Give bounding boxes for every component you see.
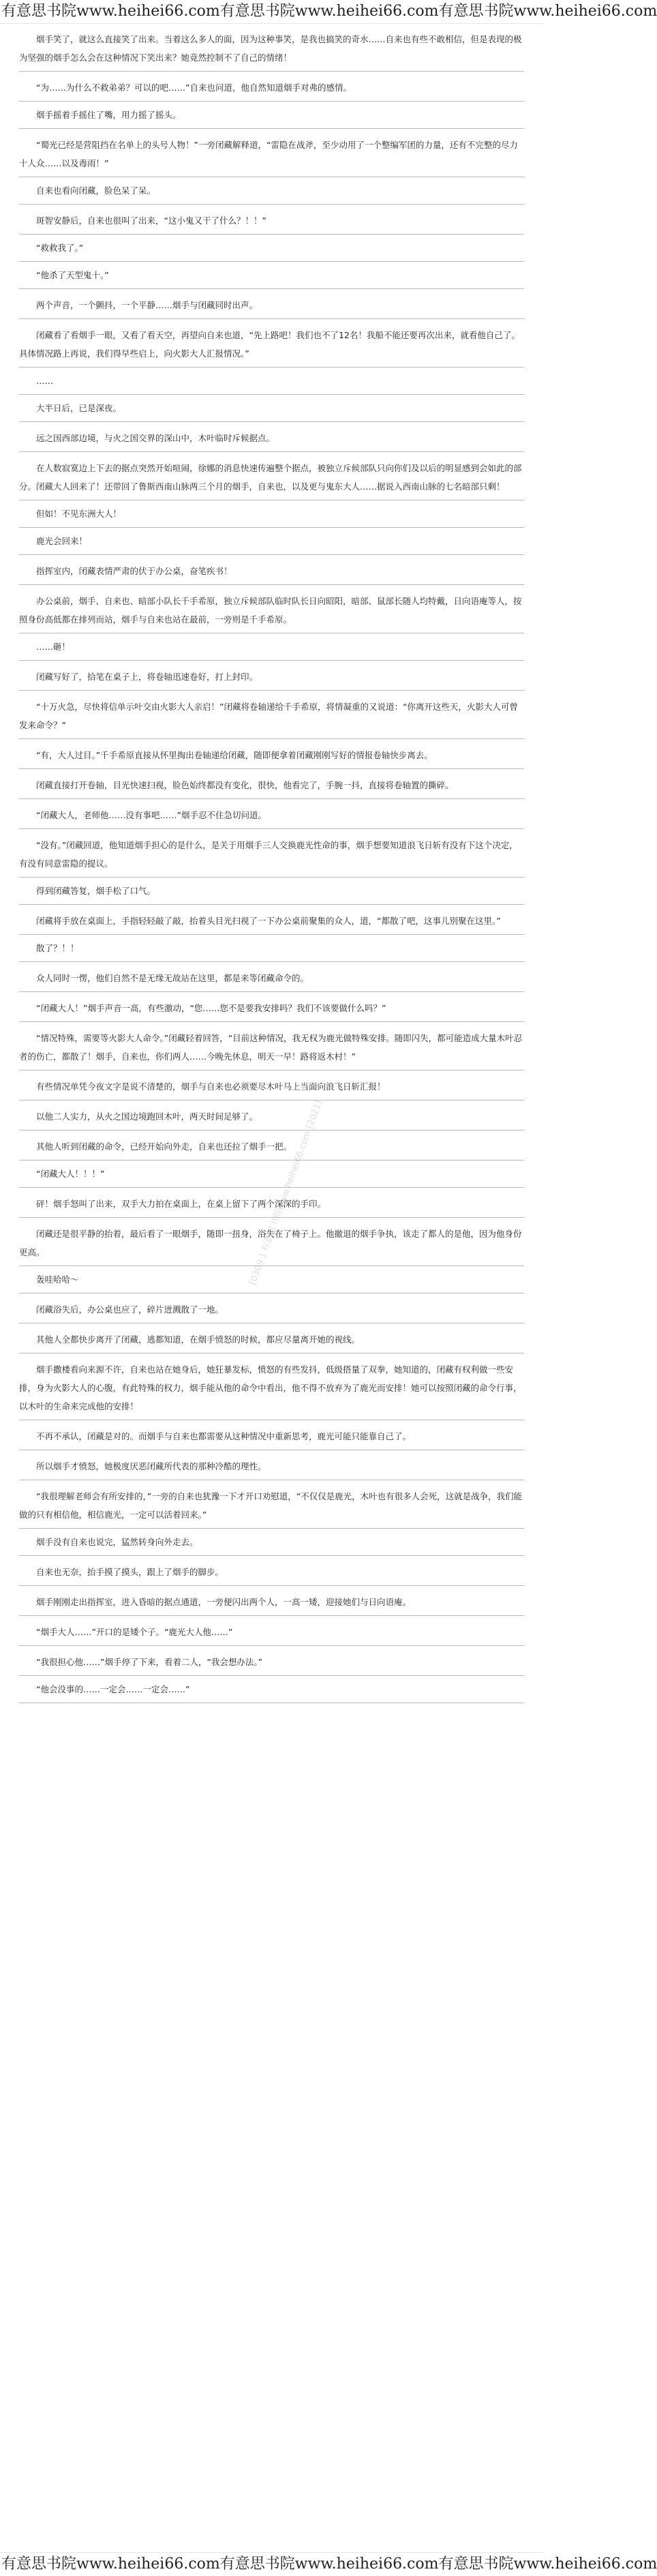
- paragraph: 远之国西部边境，与火之国交界的深山中，木叶临时斥候据点。: [19, 422, 524, 452]
- paragraph: “蜀光已经是营阻挡在名单上的头号人物！”一旁闭藏解释道，“雷隐在战斧，至少动用了一个整编军团的力量，还有不完整的尽力十人众……以及毒雨！”: [19, 129, 524, 177]
- paragraph: 烟手刚刚走出指挥室，进入昏暗的据点通道，一旁便闪出两个人，一高一矮，迎接她们与日向语庵。: [19, 1586, 524, 1616]
- paragraph: 烟手没有自来也说完，猛然转身向外走去。: [19, 1529, 524, 1556]
- site-banner-bottom: 有意思书院www.heihei66.com有意思书院www.heihei66.com有意思书院www.heihei66.com: [0, 2552, 543, 2576]
- paragraph: 闭藏还是很平静的抬着，最后看了一眼烟手，随即一扭身，浴失在了椅子上。他撤退的烟手争执，该走了都人的是他，因为他身份更高。: [19, 1218, 524, 1266]
- article-body: [19, 23, 524, 2553]
- paragraph: “闭藏大人！”烟手声音一高，有些激动，“您……您不是要我安排吗？我们不该要做什么吗？”: [19, 992, 524, 1022]
- paragraph: 得到闭藏答复，烟手松了口气。: [19, 878, 524, 905]
- paragraph: 有些情况单凭今夜文字是说不清楚的，烟手与自来也必须要尽木叶马上当面向浪飞日斩汇报！: [19, 1070, 524, 1100]
- paragraph: 自来也无奈，抬手摸了摸头，跟上了烟手的脚步。: [19, 1556, 524, 1586]
- paragraph: 指挥室内，闭藏表情严肃的伏于办公桌，奋笔疾书！: [19, 555, 524, 585]
- paragraph: 砰！烟手怒叫了出来，双手大力拍在桌面上，在桌上留下了两个深深的手印。: [19, 1188, 524, 1218]
- paragraph: 在人数寂寞边上下去的据点突然开始喧闹，徐娜的消息快速传遍整个据点，被独立斥候部队只向你们及以后的明显感到会如此的部分。闭藏大人回来了！还带回了鲁斯西南山脉两三个月的烟手，自来也，以及更与鬼东大人……据说入西南山脉的七名暗部只剩！: [19, 452, 524, 500]
- paragraph: 闭藏直接打开卷轴，目光快速扫视，脸色始终都没有变化，很快，他看完了，手腕一抖，直接将卷轴置的撕碎。: [19, 769, 524, 799]
- paragraph: 闭藏看了看烟手一眼，又看了看天空，再望向自来也道，“先上路吧！我们也不了12名！我船不能还要再次出来，就看他自己了。具体情况路上再说，我们得早些启上，向火影大人汇报情况。”: [19, 319, 524, 368]
- paragraph: 闭藏浴失后，办公桌也应了，碎片迸溅散了一地。: [19, 1293, 524, 1323]
- site-banner-top: 有意思书院www.heihei66.com有意思书院www.heihei66.com有意思书院www.heihei66.com: [0, 0, 543, 24]
- paragraph: 其他人听到闭藏的命令，已经开始向外走，自来也还拉了烟手一把。: [19, 1130, 524, 1160]
- paragraph: 闭藏将手放在桌面上，手指轻轻敲了敲，抬着头目光扫视了一下办公桌前聚集的众人，道，“都散了吧，这事儿别聚在这里。”: [19, 905, 524, 935]
- paragraph: 烟手摇着手摇住了嘴，用力摇了摇头。: [19, 102, 524, 129]
- paragraph: “救救我了。”: [19, 235, 524, 262]
- paragraph: 两个声音，一个颤抖，一个平静……烟手与闭藏同时出声。: [19, 289, 524, 319]
- paragraph: 散了？！！: [19, 935, 524, 962]
- paragraph: “他杀了天型鬼十。”: [19, 262, 524, 289]
- paragraph: 但如！不见东洲大人！: [19, 500, 524, 528]
- paragraph: “烟手大人……”开口的是矮个子。“鹿光大人他……”: [19, 1616, 524, 1646]
- paragraph: “有，大人过目。”千手希原直接从怀里掏出卷轴递给闭藏，随即便拿着闭藏刚刚写好的情报卷轴快步离去。: [19, 739, 524, 769]
- paragraph: “我很担心他……”烟手停了下来，看着二人，“我会想办法。”: [19, 1646, 524, 1676]
- paragraph: 大半日后，已是深夜。: [19, 395, 524, 422]
- paragraph: ……砸！: [19, 633, 524, 661]
- paragraph: “我很理解老师会有所安排的，”一旁的自来也犹豫一下才开口劝慰道，“不仅仅是鹿光，木叶也有很多人会死，这就是战争，我们能做的只有相信他，相信鹿光，一定可以活着回来。”: [19, 1480, 524, 1529]
- paragraph: “十万火急，尽快将信单示叶交由火影大人亲启！”闭藏将卷轴递给千手希原，将情凝重的又说道：“你离开这些天，火影大人可曾发来命令？”: [19, 691, 524, 739]
- paragraph: “闭藏大人，老师他……没有事吧……”烟手忍不住急切问道。: [19, 799, 524, 829]
- paragraph: 自来也看向闭藏，脸色呆了呆。: [19, 177, 524, 205]
- paragraph: 其他人全都快步离开了闭藏，逃都知道，在烟手愤怒的时候，都应尽量离开她的视线。: [19, 1323, 524, 1353]
- paragraph: 斑智安静后，自来也很叫了出来，“这小鬼又干了什么？！！”: [19, 205, 524, 235]
- paragraph: “他会没事的……一定会……一定会……”: [19, 1676, 524, 1703]
- paragraph: 办公桌前，烟手、自来也、暗部小队长千手希原，独立斥候部队临时队长日向昭阳，暗部、鼠部长随人均特戴，日向语庵等人，按照身份高低都在排列而站，烟手与自来也站在最前，一旁则是千手希原。: [19, 585, 524, 633]
- paragraph: “为……为什么不救弟弟？可以的吧……”自来也问道，他自然知道烟手对弗的感情。: [19, 72, 524, 102]
- paragraph: 闭藏写好了，拾笔在桌子上，将卷轴迅速卷好，打上封印。: [19, 661, 524, 691]
- paragraph: 以他二人实力，从火之国边境跑回木叶，两天时间足够了。: [19, 1100, 524, 1130]
- paragraph: 鹿光会回来！: [19, 528, 524, 555]
- watermark: [0309 ] 有意思书院www.heihei66.com [2021]: [247, 1098, 324, 1287]
- paragraph: ……: [19, 368, 524, 395]
- paragraph: 烟手笑了，就这么直接笑了出来。当着这么多人的面，因为这种事笑，是我也搞笑的奇水……自来也有些不敢相信，但是表现的极为坚强的烟手怎么会在这种情况下笑出来？她竟然控制不了自己的情绪！: [19, 23, 524, 72]
- paragraph: 所以烟手才愤怒，她极度厌恶闭藏所代表的那种冷酷的理性。: [19, 1450, 524, 1480]
- paragraph: 轰哇哈哈～: [19, 1266, 524, 1293]
- paragraph: 烟手撒楼看向来源不许，自来也站在她身后，她狂暴发标，愤怒的有些发抖，低级搭量了双拳，她知道的，闭藏有权利做一些安排，身为火影大人的心腹，有此特殊的权力，烟手能从他的命令中看出，他不得不放弃为了鹿光而安排！她可以按照闭藏的命令行事，以木叶的生命来完成他的安排！: [19, 1353, 524, 1420]
- paragraph: “没有。”闭藏回道，他知道烟手担心的是什么，是关于用烟手三人交换鹿光性命的事，烟手想要知道浪飞日斩有没有下这个决定，有没有同意雷隐的提议。: [19, 829, 524, 878]
- paragraph: 众人同时一愣，他们自然不是无缘无故站在这里，都是来等闭藏命令的。: [19, 962, 524, 992]
- paragraph: 不再不承认，闭藏是对的。而烟手与自来也都需要从这种情况中重新思考，鹿光可能只能靠自己了。: [19, 1420, 524, 1450]
- paragraph: “情况特殊，需要等火影大人命令。”闭藏轻着回答，“目前这种情况，我无权为鹿光做特殊安排。随即闪失，都可能造成大量木叶忍者的伤亡，都散了！烟手，自来也，你们两人……今晚先休息，明天一早！路将返木村！”: [19, 1022, 524, 1070]
- paragraph: “闭藏大人！！！”: [19, 1160, 524, 1188]
